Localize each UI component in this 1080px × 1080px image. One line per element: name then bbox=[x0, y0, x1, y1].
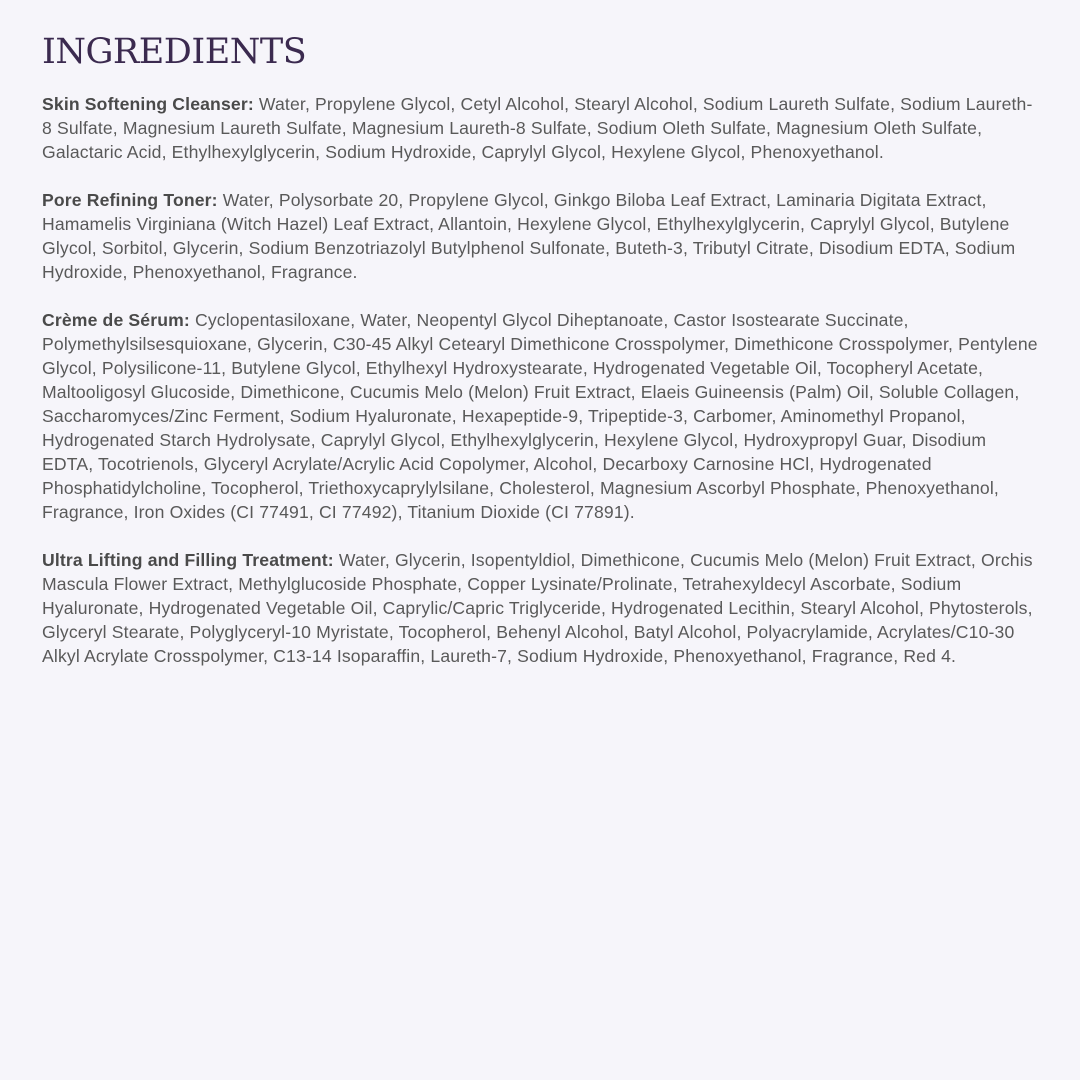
ingredients-panel bbox=[42, 30, 1042, 668]
ingredient-list: Water, Glycerin, Isopentyldiol, Dimethicone, Cucumis Melo (Melon) Fruit Extract, Orchis Mascula Flower Extract, Methylglucoside Phosphate, Copper Lysinate/Prolinate, Tetrahexyldecyl Ascorbate, Sodium Hyaluronate, Hydrogenated Vegetable Oil, Caprylic/Capric Triglyceride, Hydrogenated Lecithin, Stearyl Alcohol, Phytosterols, Glyceryl Stearate, Polyglyceryl-10 Myristate, Tocopherol, Behenyl Alcohol, Batyl Alcohol, Polyacrylamide, Acrylates/C10-30 Alkyl Acrylate Crosspolymer, C13-14 Isoparaffin, Laureth-7, Sodium Hydroxide, Phenoxyethanol, Fragrance, Red 4. bbox=[42, 550, 1033, 666]
ingredient-list: Water, Polysorbate 20, Propylene Glycol, Ginkgo Biloba Leaf Extract, Laminaria Digitata Extract, Hamamelis Virginiana (Witch Hazel) Leaf Extract, Allantoin, Hexylene Glycol, Ethylhexylglycerin, Caprylyl Glycol, Butylene Glycol, Sorbitol, Glycerin, Sodium Benzotriazolyl Butylphenol Sulfonate, Buteth-3, Tributyl Citrate, Disodium EDTA, Sodium Hydroxide, Phenoxyethanol, Fragrance. bbox=[42, 190, 1016, 282]
page-title: INGREDIENTS bbox=[42, 32, 307, 72]
ingredient-section-toner bbox=[42, 188, 1042, 284]
product-name: Skin Softening Cleanser: bbox=[42, 94, 254, 114]
product-name: Pore Refining Toner: bbox=[42, 190, 218, 210]
product-name: Crème de Sérum: bbox=[42, 310, 190, 330]
product-name: Ultra Lifting and Filling Treatment: bbox=[42, 550, 334, 570]
ingredient-list: Water, Propylene Glycol, Cetyl Alcohol, Stearyl Alcohol, Sodium Laureth Sulfate, Sodium Laureth-8 Sulfate, Magnesium Laureth Sulfate, Magnesium Laureth-8 Sulfate, Sodium Oleth Sulfate, Magnesium Oleth Sulfate, Galactaric Acid, Ethylhexylglycerin, Sodium Hydroxide, Caprylyl Glycol, Hexylene Glycol, Phenoxyethanol. bbox=[42, 94, 1033, 162]
ingredient-list: Cyclopentasiloxane, Water, Neopentyl Glycol Diheptanoate, Castor Isostearate Succinate, Polymethylsilsesquioxane, Glycerin, C30-45 Alkyl Cetearyl Dimethicone Crosspolymer, Dimethicone Crosspolymer, Pentylene Glycol, Polysilicone-11, Butylene Glycol, Ethylhexyl Hydroxystearate, Hydrogenated Vegetable Oil, Tocopheryl Acetate, Maltooligosyl Glucoside, Dimethicone, Cucumis Melo (Melon) Fruit Extract, Elaeis Guineensis (Palm) Oil, Soluble Collagen, Saccharomyces/Zinc Ferment, Sodium Hyaluronate, Hexapeptide-9, Tripeptide-3, Carbomer, Aminomethyl Propanol, Hydrogenated Starch Hydrolysate, Caprylyl Glycol, Ethylhexylglycerin, Hexylene Glycol, Hydroxypropyl Guar, Disodium EDTA, Tocotrienols, Glyceryl Acrylate/Acrylic Acid Copolymer, Alcohol, Decarboxy Carnosine HCl, Hydrogenated Phosphatidylcholine, Tocopherol, Triethoxycaprylylsilane, Cholesterol, Magnesium Ascorbyl Phosphate, Phenoxyethanol, Fragrance, Iron Oxides (CI 77491, CI 77492), Titanium Dioxide (CI 77891). bbox=[42, 310, 1038, 522]
ingredient-section-treatment bbox=[42, 548, 1042, 668]
ingredient-section-serum bbox=[42, 308, 1042, 524]
ingredient-section-cleanser bbox=[42, 92, 1042, 164]
